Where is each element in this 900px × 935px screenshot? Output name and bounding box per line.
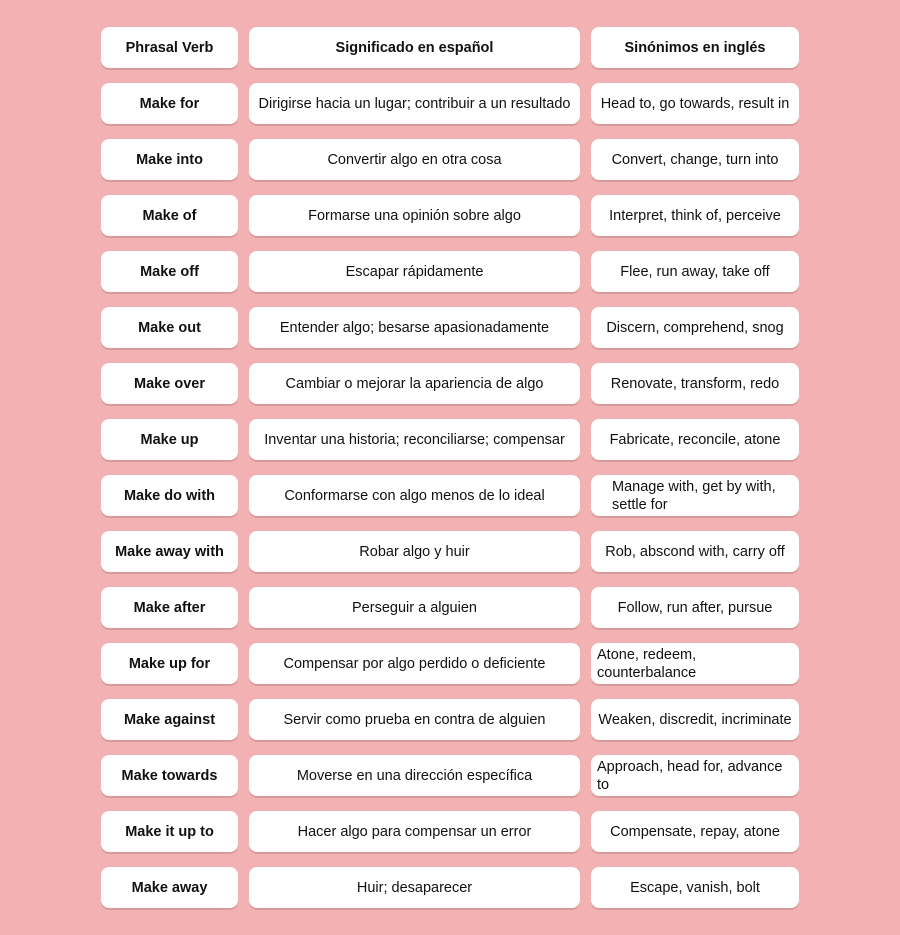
synonyms-cell: Atone, redeem, counterbalance: [591, 643, 799, 684]
verb-cell: Make after: [101, 587, 238, 628]
verb-cell: Make out: [101, 307, 238, 348]
table-row: [101, 587, 799, 628]
verb-cell: Make of: [101, 195, 238, 236]
verb-cell: Make it up to: [101, 811, 238, 852]
table-row: [101, 83, 799, 124]
table-row: [101, 643, 799, 684]
verb-cell: Make against: [101, 699, 238, 740]
phrasal-verb-table: [101, 27, 799, 923]
verb-cell: Make off: [101, 251, 238, 292]
table-row: [101, 475, 799, 516]
meaning-cell: Huir; desaparecer: [249, 867, 580, 908]
header-meaning: Significado en español: [249, 27, 580, 68]
meaning-cell: Conformarse con algo menos de lo ideal: [249, 475, 580, 516]
meaning-cell: Convertir algo en otra cosa: [249, 139, 580, 180]
synonyms-cell: Rob, abscond with, carry off: [591, 531, 799, 572]
meaning-cell: Robar algo y huir: [249, 531, 580, 572]
verb-cell: Make into: [101, 139, 238, 180]
verb-cell: Make up: [101, 419, 238, 460]
table-row: [101, 531, 799, 572]
meaning-cell: Entender algo; besarse apasionadamente: [249, 307, 580, 348]
table-row: [101, 139, 799, 180]
header-phrasal-verb: Phrasal Verb: [101, 27, 238, 68]
meaning-cell: Escapar rápidamente: [249, 251, 580, 292]
table-row: [101, 195, 799, 236]
table-body: [101, 83, 799, 908]
verb-cell: Make do with: [101, 475, 238, 516]
verb-cell: Make towards: [101, 755, 238, 796]
table-row: [101, 251, 799, 292]
verb-cell: Make up for: [101, 643, 238, 684]
table-row: [101, 419, 799, 460]
synonyms-cell: Manage with, get by with, settle for: [591, 475, 799, 516]
synonyms-cell: Interpret, think of, perceive: [591, 195, 799, 236]
synonyms-cell: Weaken, discredit, incriminate: [591, 699, 799, 740]
meaning-cell: Moverse en una dirección específica: [249, 755, 580, 796]
synonyms-cell: Convert, change, turn into: [591, 139, 799, 180]
table-row: [101, 307, 799, 348]
synonyms-cell: Escape, vanish, bolt: [591, 867, 799, 908]
table-row: [101, 699, 799, 740]
table-row: [101, 811, 799, 852]
synonyms-cell: Head to, go towards, result in: [591, 83, 799, 124]
table-row: [101, 363, 799, 404]
verb-cell: Make for: [101, 83, 238, 124]
table-row: [101, 755, 799, 796]
synonyms-cell: Compensate, repay, atone: [591, 811, 799, 852]
table-row: [101, 867, 799, 908]
verb-cell: Make away with: [101, 531, 238, 572]
header-synonyms: Sinónimos en inglés: [591, 27, 799, 68]
meaning-cell: Servir como prueba en contra de alguien: [249, 699, 580, 740]
synonyms-cell: Flee, run away, take off: [591, 251, 799, 292]
synonyms-cell: Follow, run after, pursue: [591, 587, 799, 628]
synonyms-cell: Approach, head for, advance to: [591, 755, 799, 796]
verb-cell: Make over: [101, 363, 238, 404]
synonyms-cell: Fabricate, reconcile, atone: [591, 419, 799, 460]
synonyms-cell: Discern, comprehend, snog: [591, 307, 799, 348]
verb-cell: Make away: [101, 867, 238, 908]
meaning-cell: Compensar por algo perdido o deficiente: [249, 643, 580, 684]
meaning-cell: Inventar una historia; reconciliarse; compensar: [249, 419, 580, 460]
meaning-cell: Hacer algo para compensar un error: [249, 811, 580, 852]
meaning-cell: Cambiar o mejorar la apariencia de algo: [249, 363, 580, 404]
synonyms-cell: Renovate, transform, redo: [591, 363, 799, 404]
table-header-row: [101, 27, 799, 68]
meaning-cell: Perseguir a alguien: [249, 587, 580, 628]
meaning-cell: Dirigirse hacia un lugar; contribuir a un resultado: [249, 83, 580, 124]
meaning-cell: Formarse una opinión sobre algo: [249, 195, 580, 236]
